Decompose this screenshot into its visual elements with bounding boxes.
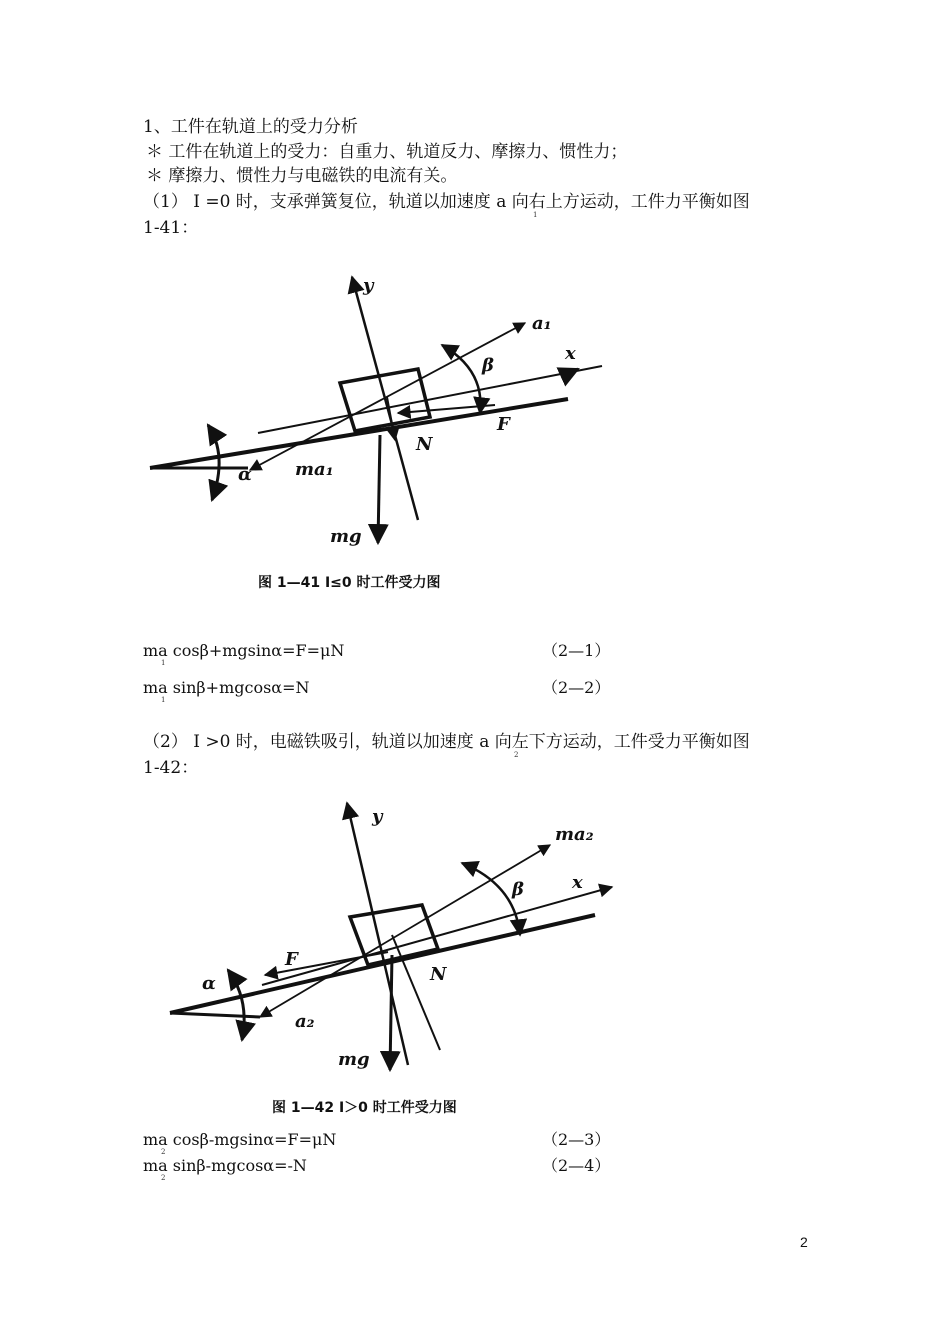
case1-text: （1） I =0 时，支承弹簧复位，轨道以加速度 a 向右上方运动，工件力平衡如图 — [143, 192, 750, 212]
section-heading: 1、工件在轨道上的受力分析 — [143, 117, 358, 137]
fig2-label-alpha: α — [202, 973, 216, 994]
fig1-label-ma1: ma₁ — [295, 459, 334, 480]
case1-subscript: 1 — [533, 211, 538, 219]
fig1-label-f: F — [497, 414, 510, 435]
bullet-forces: ＊ 工件在轨道上的受力：自重力、轨道反力、摩擦力、惯性力； — [146, 142, 628, 162]
figure-1-41 — [140, 265, 620, 600]
equation-2-4: ma sinβ-mgcosα=-N — [143, 1156, 307, 1175]
fig2-label-f: F — [285, 949, 298, 970]
fig1-label-x: x — [565, 343, 576, 364]
equation-2-2-sub: 1 — [161, 696, 166, 704]
equation-2-1-sub: 1 — [161, 659, 166, 667]
fig2-label-n: N — [430, 964, 447, 985]
fig1-label-a1: a₁ — [532, 313, 552, 334]
case2-subscript: 2 — [514, 751, 519, 759]
equation-2-2-number: （2—2） — [542, 678, 611, 697]
fig1-label-beta: β — [482, 355, 494, 376]
fig1-label-y: y — [363, 275, 374, 296]
case1-text-cont: 1-41： — [143, 218, 199, 238]
case2-text: （2） I >0 时，电磁铁吸引，轨道以加速度 a 向左下方运动，工件受力平衡如图 — [143, 732, 750, 752]
figure-1-42-caption: 图 1—42 I＞0 时工件受力图 — [272, 1100, 457, 1116]
page-number: 2 — [800, 1234, 808, 1250]
equation-2-3: ma cosβ-mgsinα=F=μN — [143, 1130, 337, 1149]
fig2-label-ma2: ma₂ — [555, 824, 594, 845]
fig1-label-mg: mg — [330, 526, 362, 547]
fig2-label-a2: a₂ — [295, 1011, 315, 1032]
equation-2-1-number: （2—1） — [542, 641, 611, 660]
fig1-label-n: N — [416, 434, 433, 455]
figure-1-42 — [150, 795, 630, 1125]
case2-text-cont: 1-42： — [143, 758, 199, 778]
figure-1-41-caption: 图 1—41 I≤0 时工件受力图 — [258, 575, 441, 591]
equation-2-4-number: （2—4） — [542, 1156, 611, 1175]
fig2-label-x: x — [572, 872, 583, 893]
equation-2-3-number: （2—3） — [542, 1130, 611, 1149]
fig1-label-alpha: α — [238, 464, 252, 485]
equation-2-3-sub: 2 — [161, 1148, 166, 1156]
fig2-label-mg: mg — [338, 1049, 370, 1070]
equation-2-2: ma sinβ+mgcosα=N — [143, 678, 310, 697]
fig2-label-beta: β — [512, 879, 524, 900]
fig2-label-y: y — [372, 806, 383, 827]
equation-2-4-sub: 2 — [161, 1174, 166, 1182]
equation-2-1: ma cosβ+mgsinα=F=μN — [143, 641, 345, 660]
bullet-current: ＊ 摩擦力、惯性力与电磁铁的电流有关。 — [146, 166, 458, 186]
